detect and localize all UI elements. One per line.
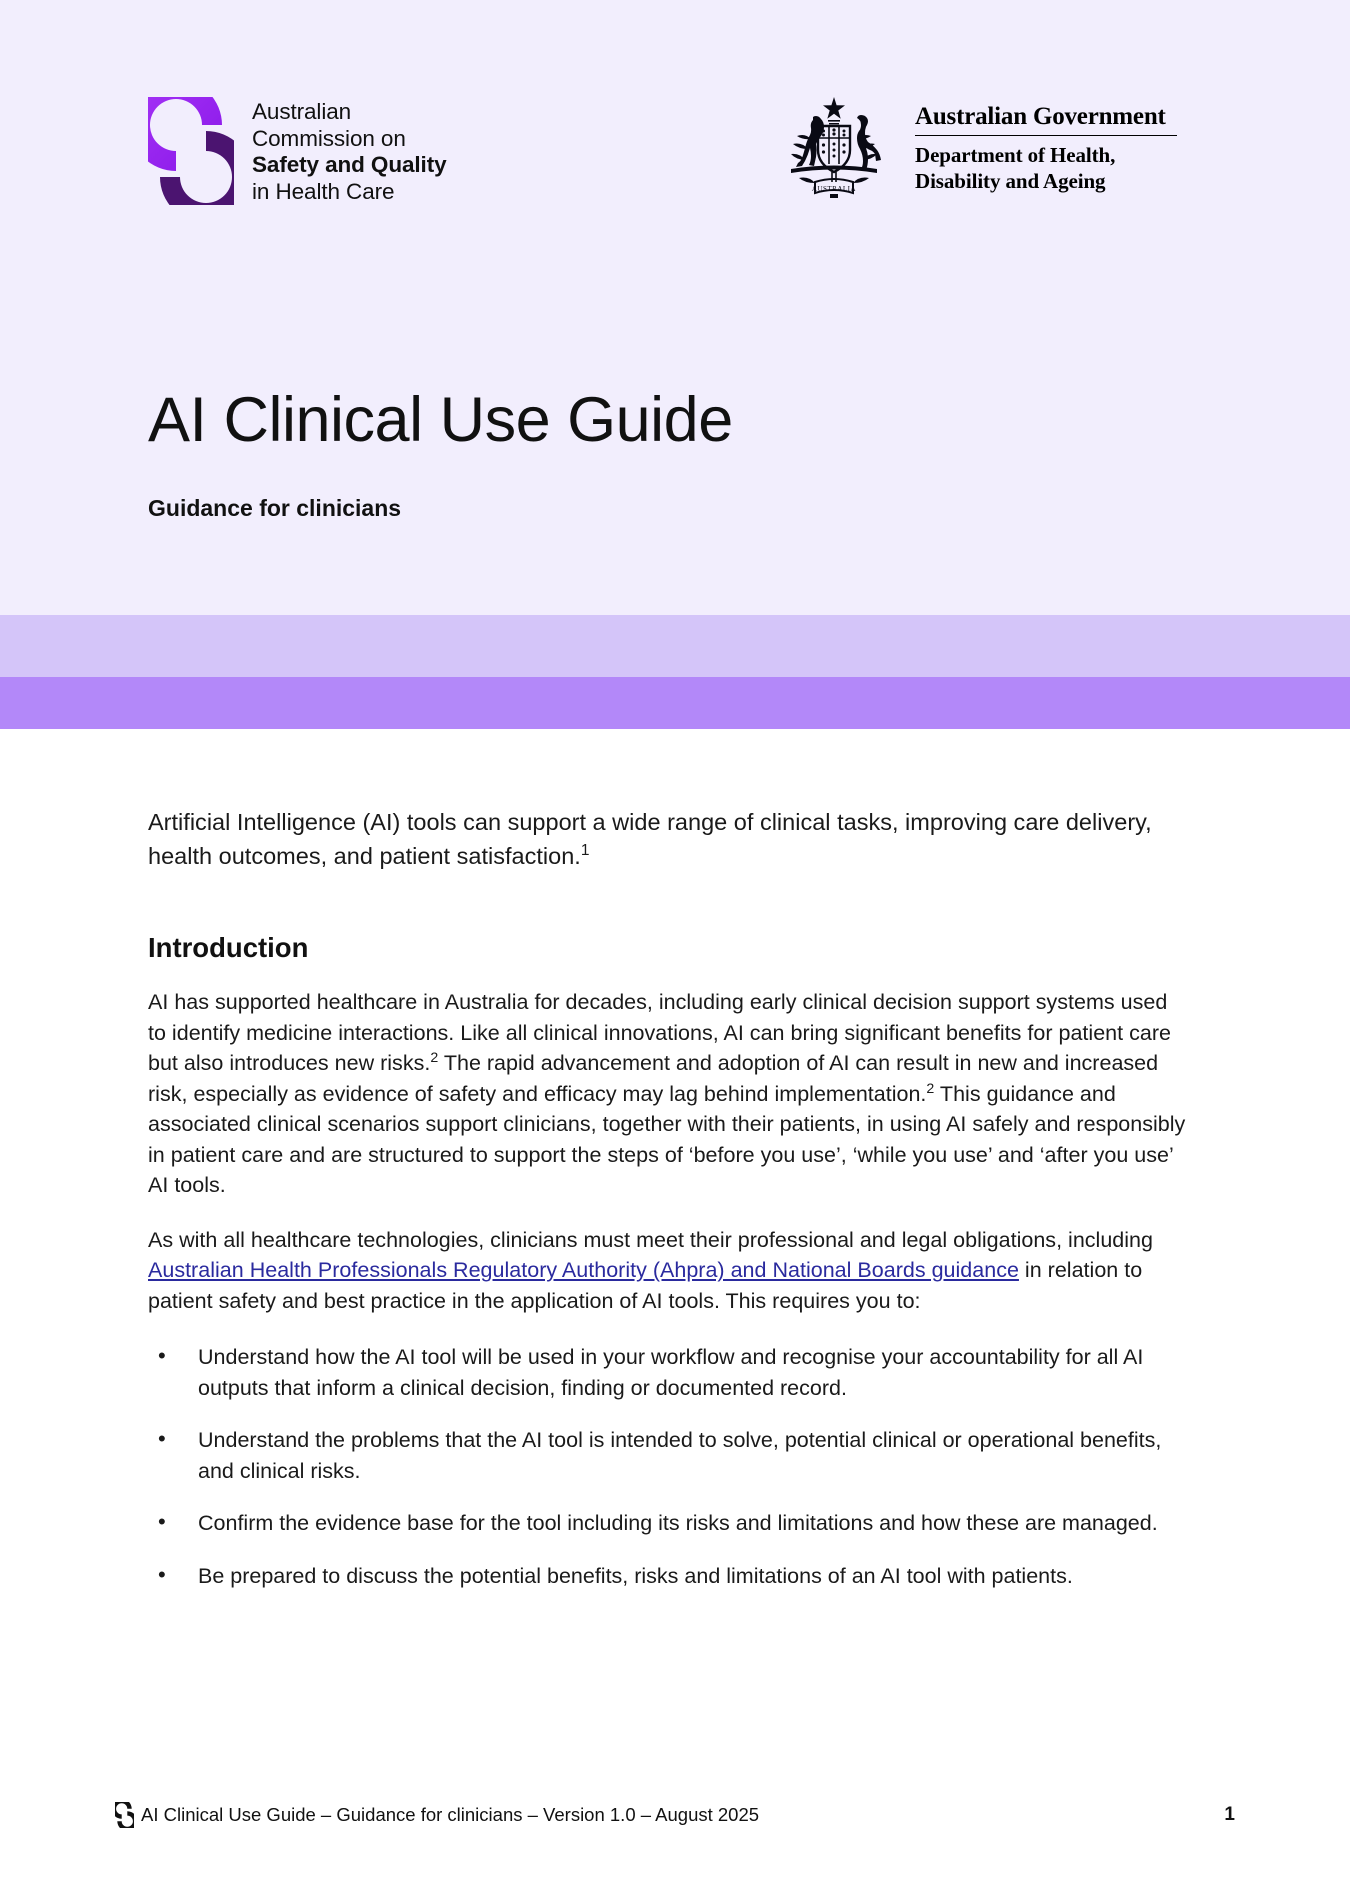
document-body: [0, 729, 1350, 1759]
content-column: [148, 805, 1190, 1591]
lead-paragraph-text: Artificial Intelligence (AI) tools can support a wide range of clinical tasks, improving care delivery, health outcomes, and patient satisfaction.: [148, 809, 1152, 869]
para1-part-b: The rapid advancement and adoption of AI can result in new and increased risk, especially as evidence of safety and efficacy may lag behind implementation.: [148, 1051, 1159, 1106]
header-band: [0, 0, 1350, 615]
acsq-logo: [148, 95, 447, 205]
footer-text: AI Clinical Use Guide – Guidance for clinicians – Version 1.0 – August 2025: [141, 1804, 760, 1825]
acsq-line-1: Australian: [252, 99, 352, 124]
accent-band-light: [0, 615, 1350, 677]
acsq-wordmark: [252, 95, 447, 205]
logo-row: [0, 0, 1350, 230]
para1-part-a: AI has supported healthcare in Australia for decades, including early clinical decision support systems used to identify medicine interactions. Like all clinical innovations, AI can bring significant benefits for patient care but also introduces new risks.: [148, 990, 1171, 1075]
acsq-s-mark-icon: [148, 97, 234, 205]
accent-band-dark: [0, 677, 1350, 729]
list-item: • Understand how the AI tool will be used in your workflow and recognise your accountability for all AI outputs that inform a clinical decision, finding or documented record.: [148, 1342, 1190, 1403]
para2-part-b: in relation to patient safety and best practice in the application of AI tools. This requires you to:: [148, 1258, 1143, 1313]
list-item: • Be prepared to discuss the potential benefits, risks and limitations of an AI tool with patients.: [148, 1561, 1190, 1592]
acsq-s-mark-small-icon: [115, 1802, 134, 1828]
para1-part-c: This guidance and associated clinical scenarios support clinicians, together with their patients, in using AI safely and responsibly in patient care and are structured to support the steps of ‘before you use’, ‘while you use’ and ‘after you use’ AI tools.: [148, 1081, 1186, 1197]
acsq-line-3: Safety and Quality: [252, 152, 447, 177]
para1-reference-1: 2: [430, 1049, 439, 1066]
document-subtitle: Guidance for clinicians: [148, 495, 402, 521]
gov-line-2b: Disability and Ageing: [915, 169, 1106, 193]
lead-reference-1: 1: [580, 842, 590, 860]
gov-divider: [915, 135, 1177, 136]
list-item: • Confirm the evidence base for the tool including its risks and limitations and how these are managed.: [148, 1508, 1190, 1539]
document-title: AI Clinical Use Guide: [148, 385, 733, 455]
ahpra-guidance-link[interactable]: Australian Health Professionals Regulatory Authority (Ahpra) and National Boards guidance: [148, 1258, 1019, 1282]
introduction-heading: Introduction: [148, 932, 309, 963]
requirements-list: [148, 1342, 1190, 1591]
australian-coat-of-arms-icon: [775, 92, 893, 202]
gov-line-2a: Department of Health,: [915, 143, 1116, 167]
introduction-paragraph-1: [148, 987, 1190, 1201]
australian-government-logo: [775, 92, 1177, 202]
list-item: • Understand the problems that the AI tool is intended to solve, potential clinical or operational benefits, and clinical risks.: [148, 1425, 1190, 1486]
svg-text:AUSTRALIA: AUSTRALIA: [811, 185, 857, 193]
para1-reference-2: 2: [926, 1080, 935, 1097]
footer-inner: [115, 1802, 1235, 1828]
lead-paragraph: [148, 805, 1190, 873]
footer-left: [115, 1802, 759, 1828]
para2-part-a: As with all healthcare technologies, clinicians must meet their professional and legal obligations, including: [148, 1227, 1153, 1252]
title-block: [148, 385, 1198, 523]
page-footer: [0, 1760, 1350, 1902]
page-number: 1: [1224, 1804, 1235, 1825]
acsq-line-4: in Health Care: [252, 178, 395, 204]
acsq-line-2: Commission on: [252, 125, 406, 151]
gov-line-1: Australian Government: [915, 103, 1166, 130]
introduction-paragraph-2: [148, 1225, 1190, 1317]
gov-wordmark: [915, 92, 1177, 194]
